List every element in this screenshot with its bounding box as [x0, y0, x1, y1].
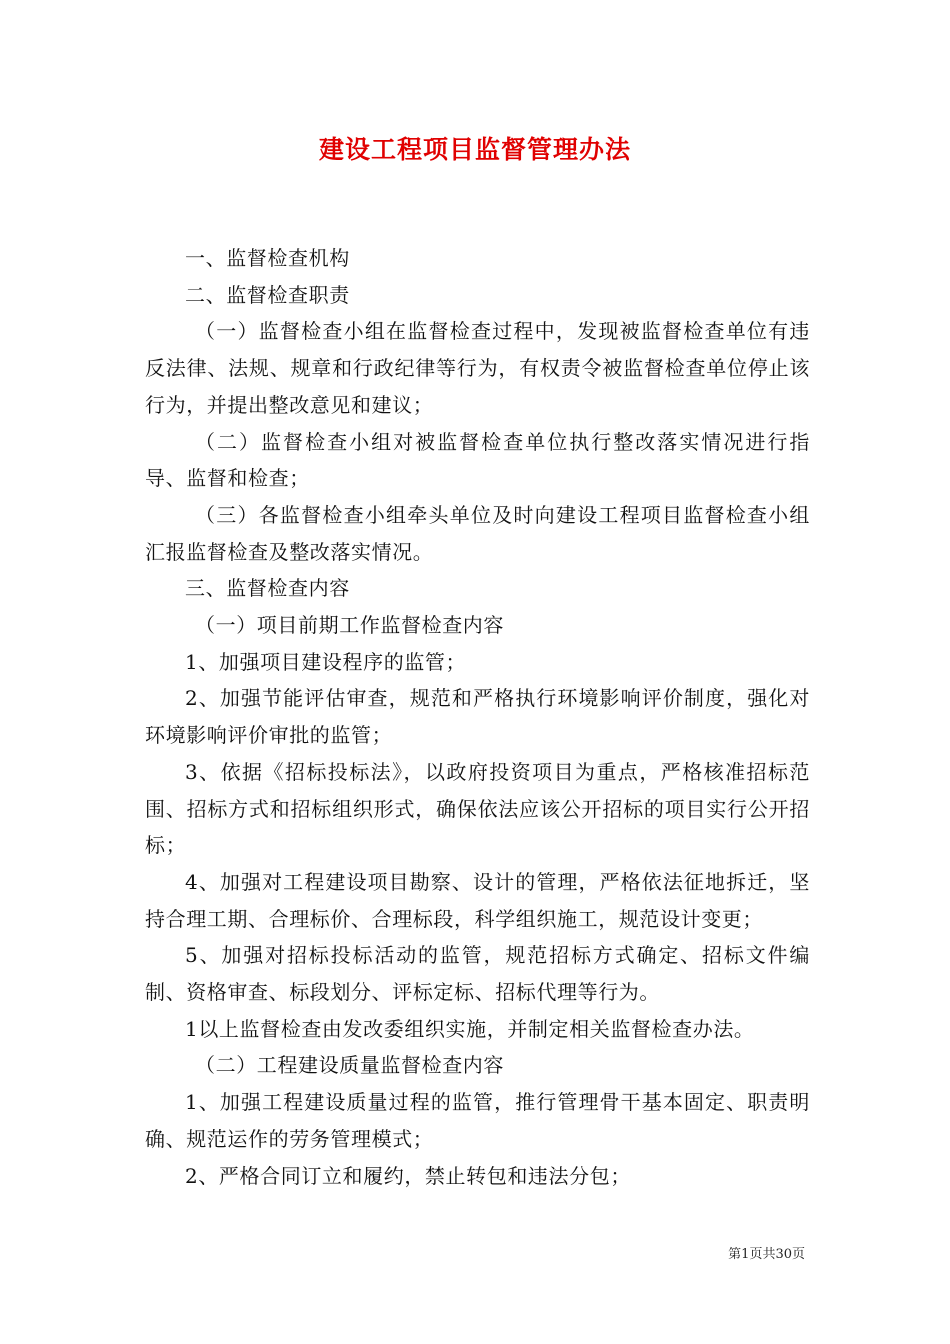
list-item: 2、严格合同订立和履约，禁止转包和违法分包； [185, 1163, 631, 1188]
list-item: 3、依据《招标投标法》，以政府投资项目为重点，严格核准招标范围、招标方式和招标组织形式，确保依法应该公开招标的项目实行公开招标； [145, 759, 810, 858]
section-heading-2: 二、监督检查职责 [185, 282, 350, 307]
list-item: 1、加强项目建设程序的监管； [185, 649, 467, 674]
list-item: 2、加强节能评估审查，规范和严格执行环境影响评价制度，强化对环境影响评价审批的监管； [145, 686, 810, 748]
paragraph: （一）监督检查小组在监督检查过程中，发现被监督检查单位有违反法律、法规、规章和行政纪律等行为，有权责令被监督检查单位停止该行为，并提出整改意见和建议； [145, 319, 810, 417]
document-title: 建设工程项目监督管理办法 [318, 135, 631, 164]
list-item: 5、加强对招标投标活动的监管，规范招标方式确定、招标文件编制、资格审查、标段划分、评标定标、招标代理等行为。 [145, 943, 810, 1005]
paragraph: 1以上监督检查由发改委组织实施，并制定相关监督检查办法。 [185, 1016, 755, 1041]
section-heading-3: 三、监督检查内容 [185, 576, 350, 601]
subsection-heading: （二）工程建设质量监督检查内容 [195, 1053, 504, 1078]
list-item: 1、加强工程建设质量过程的监管，推行管理骨干基本固定、职责明确、规范运作的劳务管理模式； [145, 1090, 810, 1151]
paragraph: （二）监督检查小组对被监督检查单位执行整改落实情况进行指导、监督和检查； [145, 429, 810, 491]
section-heading-1: 一、监督检查机构 [185, 246, 350, 270]
list-item: 4、加强对工程建设项目勘察、设计的管理，严格依法征地拆迁，坚持合理工期、合理标价、合理标段，科学组织施工，规范设计变更； [145, 869, 810, 931]
document-body [145, 240, 810, 1194]
subsection-heading: （一）项目前期工作监督检查内容 [195, 613, 504, 638]
page-number: 第1页共30页 [728, 1247, 805, 1262]
paragraph: （三）各监督检查小组牵头单位及时向建设工程项目监督检查小组汇报监督检查及整改落实情况。 [145, 502, 810, 564]
